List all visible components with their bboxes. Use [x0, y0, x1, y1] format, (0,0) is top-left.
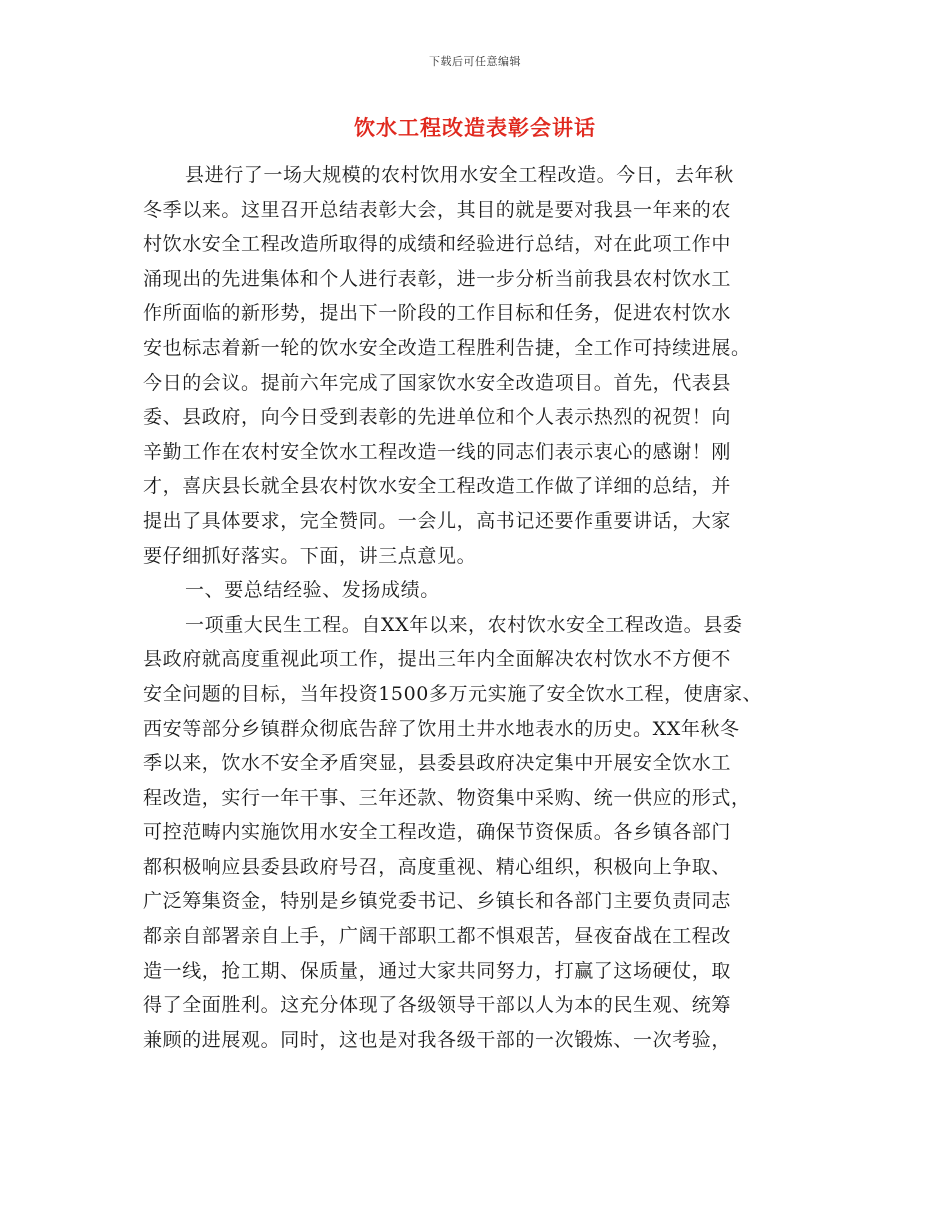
body-line: 西安等部分乡镇群众彻底告辞了饮用土井水地表水的历史。XX年秋冬	[143, 717, 740, 740]
body-line: 一项重大民生工程。自XX年以来，农村饮水安全工程改造。县委	[185, 613, 743, 636]
header-note: 下载后可任意编辑	[429, 55, 521, 68]
section-heading: 一、要总结经验、发扬成绩。	[185, 579, 440, 602]
body-line: 今日的会议。提前六年完成了国家饮水安全改造项目。首先，代表县	[143, 371, 732, 394]
body-line: 县进行了一场大规模的农村饮用水安全工程改造。今日，去年秋	[185, 164, 734, 186]
body-line: 安全问题的目标，当年投资1500多万元实施了安全饮水工程，使唐家、	[143, 682, 763, 705]
body-line: 要仔细抓好落实。下面，讲三点意见。	[143, 544, 477, 567]
body-line: 季以来，饮水不安全矛盾突显，县委县政府决定集中开展安全饮水工	[143, 752, 732, 775]
body-line: 县政府就高度重视此项工作，提出三年内全面解决农村饮水不方便不	[143, 648, 732, 671]
body-line: 都亲自部署亲自上手，广阔干部职工都不惧艰苦，昼夜奋战在工程改	[143, 925, 732, 948]
body-line: 广泛筹集资金，特别是乡镇党委书记、乡镇长和各部门主要负责同志	[143, 890, 732, 913]
body-line: 委、县政府，向今日受到表彰的先进单位和个人表示热烈的祝贺！向	[143, 406, 732, 429]
body-line: 村饮水安全工程改造所取得的成绩和经验进行总结，对在此项工作中	[143, 233, 732, 256]
document-title: 饮水工程改造表彰会讲话	[354, 115, 596, 140]
body-line: 可控范畴内实施饮用水安全工程改造，确保节资保质。各乡镇各部门	[143, 821, 732, 844]
body-line: 兼顾的进展观。同时，这也是对我各级干部的一次锻炼、一次考验，	[143, 1028, 732, 1051]
document-body	[143, 158, 815, 1057]
body-line: 涌现出的先进集体和个人进行表彰，进一步分析当前我县农村饮水工	[143, 267, 732, 290]
body-line: 辛勤工作在农村安全饮水工程改造一线的同志们表示衷心的感谢！刚	[143, 440, 732, 463]
body-line: 提出了具体要求，完全赞同。一会儿，高书记还要作重要讲话，大家	[143, 509, 732, 532]
body-line: 冬季以来。这里召开总结表彰大会，其目的就是要对我县一年来的农	[143, 198, 732, 221]
body-line: 造一线，抢工期、保质量，通过大家共同努力，打赢了这场硬仗，取	[143, 959, 732, 982]
body-line: 作所面临的新形势，提出下一阶段的工作目标和任务，促进农村饮水	[143, 302, 732, 325]
body-line: 程改造，实行一年干事、三年还款、物资集中采购、统一供应的形式，	[143, 786, 751, 809]
body-line: 得了全面胜利。这充分体现了各级领导干部以人为本的民生观、统筹	[143, 994, 732, 1017]
body-line: 安也标志着新一轮的饮水安全改造工程胜利告捷，全工作可持续进展。	[143, 336, 751, 359]
body-line: 才，喜庆县长就全县农村饮水安全工程改造工作做了详细的总结，并	[143, 475, 732, 498]
body-line: 都积极响应县委县政府号召，高度重视、精心组织，积极向上争取、	[143, 855, 732, 878]
